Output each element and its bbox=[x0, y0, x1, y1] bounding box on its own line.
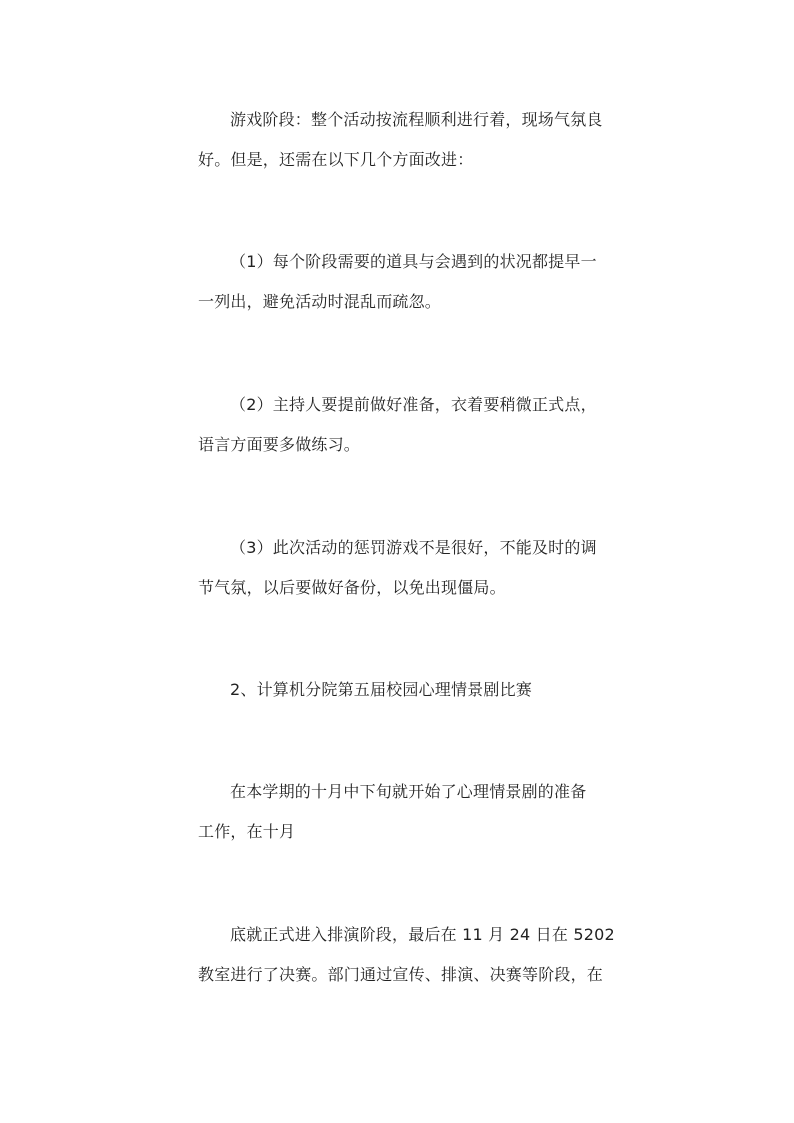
paragraph-3-line-1: （2）主持人要提前做好准备，衣着要稍微正式点， bbox=[230, 395, 597, 414]
section-heading: 2、计算机分院第五届校园心理情景剧比赛 bbox=[230, 680, 532, 699]
paragraph-7-line-1: 底就正式进入排演阶段，最后在 11 月 24 日在 5202 bbox=[230, 925, 615, 944]
paragraph-2-line-2: 一列出，避免活动时混乱而疏忽。 bbox=[198, 292, 442, 311]
paragraph-1-line-1: 游戏阶段：整个活动按流程顺利进行着，现场气氛良 bbox=[230, 110, 603, 129]
paragraph-4-line-2: 节气氛，以后要做好备份，以免出现僵局。 bbox=[198, 578, 506, 597]
paragraph-3-line-2: 语言方面要多做练习。 bbox=[198, 435, 361, 454]
paragraph-6-line-1: 在本学期的十月中下旬就开始了心理情景剧的准备 bbox=[230, 782, 587, 801]
paragraph-2-line-1: （1）每个阶段需要的道具与会遇到的状况都提早一 bbox=[230, 252, 597, 271]
paragraph-7-line-2: 教室进行了决赛。部门通过宣传、排演、决赛等阶段，在 bbox=[198, 965, 604, 984]
paragraph-6-line-2: 工作，在十月 bbox=[198, 822, 296, 841]
paragraph-4-line-1: （3）此次活动的惩罚游戏不是很好，不能及时的调 bbox=[230, 538, 597, 557]
paragraph-1-line-2: 好。但是，还需在以下几个方面改进： bbox=[198, 150, 474, 169]
